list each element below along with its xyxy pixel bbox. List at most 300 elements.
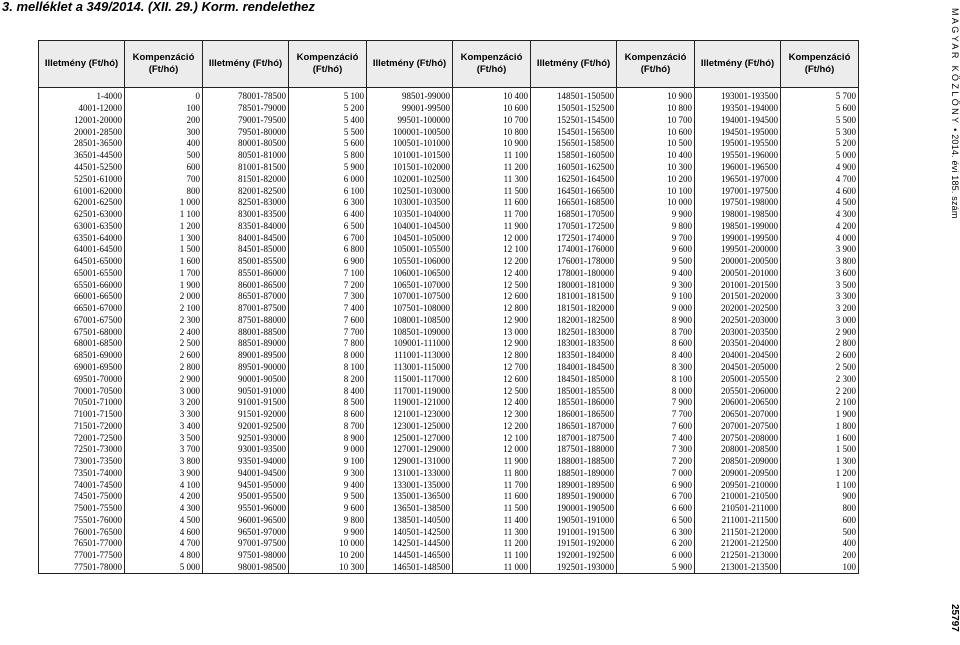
compensation-cell: 12 600: [453, 373, 531, 385]
salary-range-cell: 106501-107000: [367, 279, 453, 291]
salary-range-cell: 108001-108500: [367, 315, 453, 327]
compensation-cell: 3 000: [781, 315, 859, 327]
compensation-cell: 2 900: [781, 326, 859, 338]
compensation-cell: 1 800: [781, 420, 859, 432]
salary-range-cell: 101001-101500: [367, 150, 453, 162]
compensation-cell: 2 300: [781, 373, 859, 385]
salary-range-cell: 64501-65000: [39, 256, 125, 268]
salary-range-cell: 129001-131000: [367, 456, 453, 468]
salary-range-cell: 113001-115000: [367, 362, 453, 374]
compensation-cell: 11 700: [453, 479, 531, 491]
compensation-cell: 5 900: [289, 162, 367, 174]
salary-range-cell: 190001-190500: [531, 503, 617, 515]
compensation-cell: 6 300: [289, 197, 367, 209]
salary-range-cell: 186001-186500: [531, 409, 617, 421]
salary-range-cell: 150501-152500: [531, 103, 617, 115]
salary-range-cell: 65501-66000: [39, 279, 125, 291]
column-header-salary: Illetmény (Ft/hó): [531, 41, 617, 88]
compensation-cell: 7 700: [617, 409, 695, 421]
compensation-cell: 5 600: [289, 138, 367, 150]
compensation-cell: 8 600: [289, 409, 367, 421]
table-row: [39, 197, 859, 209]
salary-range-cell: 202001-202500: [695, 303, 781, 315]
compensation-cell: 0: [125, 88, 203, 103]
compensation-cell: 2 600: [781, 350, 859, 362]
compensation-table: [38, 40, 859, 574]
salary-range-cell: 212501-213000: [695, 550, 781, 562]
compensation-cell: 5 500: [781, 115, 859, 127]
salary-range-cell: 93001-93500: [203, 444, 289, 456]
salary-range-cell: 192001-192500: [531, 550, 617, 562]
salary-range-cell: 181001-181500: [531, 291, 617, 303]
compensation-cell: 9 900: [617, 209, 695, 221]
compensation-cell: 10 800: [617, 103, 695, 115]
compensation-cell: 11 900: [453, 456, 531, 468]
compensation-cell: 11 000: [453, 562, 531, 574]
salary-range-cell: 148501-150500: [531, 88, 617, 103]
compensation-cell: 10 500: [617, 138, 695, 150]
table-row: [39, 373, 859, 385]
compensation-cell: 1 900: [781, 409, 859, 421]
salary-range-cell: 123001-125000: [367, 420, 453, 432]
salary-range-cell: 186501-187000: [531, 420, 617, 432]
compensation-cell: 11 200: [453, 162, 531, 174]
table-header-row: [39, 41, 859, 88]
salary-range-cell: 95001-95500: [203, 491, 289, 503]
compensation-cell: 6 000: [617, 550, 695, 562]
table-row: [39, 338, 859, 350]
salary-range-cell: 199001-199500: [695, 232, 781, 244]
salary-range-cell: 92501-93000: [203, 432, 289, 444]
compensation-cell: 9 600: [617, 244, 695, 256]
compensation-cell: 5 900: [617, 562, 695, 574]
salary-range-cell: 74501-75000: [39, 491, 125, 503]
salary-range-cell: 94001-94500: [203, 468, 289, 480]
compensation-cell: 6 700: [289, 232, 367, 244]
compensation-cell: 100: [781, 562, 859, 574]
compensation-cell: 5 000: [125, 562, 203, 574]
salary-range-cell: 210501-211000: [695, 503, 781, 515]
compensation-cell: 11 300: [453, 526, 531, 538]
compensation-cell: 6 500: [617, 515, 695, 527]
compensation-cell: 11 800: [453, 468, 531, 480]
compensation-cell: 12 000: [453, 232, 531, 244]
salary-range-cell: 178001-180000: [531, 267, 617, 279]
compensation-cell: 3 500: [125, 432, 203, 444]
table-row: [39, 550, 859, 562]
salary-range-cell: 182001-182500: [531, 315, 617, 327]
salary-range-cell: 115001-117000: [367, 373, 453, 385]
salary-range-cell: 64001-64500: [39, 244, 125, 256]
salary-range-cell: 200501-201000: [695, 267, 781, 279]
salary-range-cell: 207001-207500: [695, 420, 781, 432]
table-row: [39, 150, 859, 162]
compensation-cell: 10 900: [617, 88, 695, 103]
column-header-salary: Illetmény (Ft/hó): [367, 41, 453, 88]
salary-range-cell: 89501-90000: [203, 362, 289, 374]
column-header-compensation: Kompenzáció (Ft/hó): [453, 41, 531, 88]
compensation-cell: 10 000: [617, 197, 695, 209]
salary-range-cell: 192501-193000: [531, 562, 617, 574]
salary-range-cell: 152501-154500: [531, 115, 617, 127]
compensation-cell: 10 600: [617, 126, 695, 138]
salary-range-cell: 69001-69500: [39, 362, 125, 374]
compensation-cell: 11 500: [453, 185, 531, 197]
compensation-cell: 2 400: [125, 326, 203, 338]
salary-range-cell: 83501-84000: [203, 220, 289, 232]
table-row: [39, 350, 859, 362]
compensation-cell: 400: [125, 138, 203, 150]
salary-range-cell: 189501-190000: [531, 491, 617, 503]
salary-range-cell: 211001-211500: [695, 515, 781, 527]
salary-range-cell: 12001-20000: [39, 115, 125, 127]
salary-range-cell: 107501-108000: [367, 303, 453, 315]
salary-range-cell: 93501-94000: [203, 456, 289, 468]
compensation-cell: 3 200: [781, 303, 859, 315]
salary-range-cell: 208001-208500: [695, 444, 781, 456]
salary-range-cell: 80501-81000: [203, 150, 289, 162]
salary-range-cell: 78001-78500: [203, 88, 289, 103]
compensation-cell: 4 500: [125, 515, 203, 527]
salary-range-cell: 146501-148500: [367, 562, 453, 574]
salary-range-cell: 181501-182000: [531, 303, 617, 315]
compensation-cell: 12 100: [453, 244, 531, 256]
column-header-compensation: Kompenzáció (Ft/hó): [617, 41, 695, 88]
compensation-cell: 7 200: [289, 279, 367, 291]
compensation-cell: 3 900: [125, 468, 203, 480]
salary-range-cell: 188001-188500: [531, 456, 617, 468]
compensation-cell: 10 900: [453, 138, 531, 150]
salary-range-cell: 158501-160500: [531, 150, 617, 162]
salary-range-cell: 127001-129000: [367, 444, 453, 456]
salary-range-cell: 203001-203500: [695, 326, 781, 338]
issue-label: 2014. évi 185. szám: [950, 134, 960, 219]
compensation-cell: 8 500: [289, 397, 367, 409]
journal-sidebar: [942, 8, 960, 218]
compensation-cell: 4 300: [781, 209, 859, 221]
salary-range-cell: 99001-99500: [367, 103, 453, 115]
compensation-cell: 5 600: [781, 103, 859, 115]
compensation-cell: 12 900: [453, 315, 531, 327]
compensation-cell: 10 600: [453, 103, 531, 115]
salary-range-cell: 70001-70500: [39, 385, 125, 397]
compensation-cell: 700: [125, 173, 203, 185]
compensation-cell: 6 400: [289, 209, 367, 221]
compensation-cell: 1 200: [125, 220, 203, 232]
compensation-cell: 5 400: [289, 115, 367, 127]
salary-range-cell: 44501-52500: [39, 162, 125, 174]
table-row: [39, 126, 859, 138]
compensation-cell: 8 600: [617, 338, 695, 350]
salary-range-cell: 117001-119000: [367, 385, 453, 397]
salary-range-cell: 203501-204000: [695, 338, 781, 350]
compensation-cell: 9 300: [617, 279, 695, 291]
salary-range-cell: 62001-62500: [39, 197, 125, 209]
salary-range-cell: 184001-184500: [531, 362, 617, 374]
compensation-cell: 4 500: [781, 197, 859, 209]
compensation-cell: 12 500: [453, 279, 531, 291]
salary-range-cell: 201001-201500: [695, 279, 781, 291]
salary-range-cell: 62501-63000: [39, 209, 125, 221]
salary-range-cell: 206001-206500: [695, 397, 781, 409]
compensation-cell: 8 700: [289, 420, 367, 432]
page-number: 25797: [949, 604, 960, 632]
compensation-cell: 12 800: [453, 303, 531, 315]
table-row: [39, 526, 859, 538]
compensation-cell: 2 000: [125, 291, 203, 303]
salary-range-cell: 63501-64000: [39, 232, 125, 244]
salary-range-cell: 100001-100500: [367, 126, 453, 138]
compensation-cell: 6 600: [617, 503, 695, 515]
compensation-cell: 5 800: [289, 150, 367, 162]
compensation-cell: 3 700: [125, 444, 203, 456]
salary-range-cell: 197001-197500: [695, 185, 781, 197]
compensation-cell: 12 600: [453, 291, 531, 303]
salary-range-cell: 67501-68000: [39, 326, 125, 338]
column-header-compensation: Kompenzáció (Ft/hó): [781, 41, 859, 88]
compensation-cell: 6 900: [289, 256, 367, 268]
compensation-cell: 2 500: [781, 362, 859, 374]
compensation-cell: 7 400: [617, 432, 695, 444]
salary-range-cell: 188501-189000: [531, 468, 617, 480]
compensation-cell: 2 600: [125, 350, 203, 362]
table-row: [39, 138, 859, 150]
compensation-cell: 6 200: [617, 538, 695, 550]
salary-range-cell: 208501-209000: [695, 456, 781, 468]
compensation-cell: 12 500: [453, 385, 531, 397]
compensation-cell: 8 000: [617, 385, 695, 397]
salary-range-cell: 103001-103500: [367, 197, 453, 209]
salary-range-cell: 73501-74000: [39, 468, 125, 480]
salary-range-cell: 77001-77500: [39, 550, 125, 562]
page-header-title: 3. melléklet a 349/2014. (XII. 29.) Korm. rendelethez: [2, 0, 315, 14]
salary-range-cell: 66001-66500: [39, 291, 125, 303]
salary-range-cell: 102001-102500: [367, 173, 453, 185]
salary-range-cell: 170501-172500: [531, 220, 617, 232]
table-row: [39, 279, 859, 291]
table-row: [39, 162, 859, 174]
salary-range-cell: 166501-168500: [531, 197, 617, 209]
compensation-cell: 7 900: [617, 397, 695, 409]
salary-range-cell: 68501-69000: [39, 350, 125, 362]
table-row: [39, 315, 859, 327]
salary-range-cell: 28501-36500: [39, 138, 125, 150]
salary-range-cell: 121001-123000: [367, 409, 453, 421]
compensation-cell: 4 200: [125, 491, 203, 503]
table-row: [39, 397, 859, 409]
compensation-cell: 8 900: [289, 432, 367, 444]
salary-range-cell: 71501-72000: [39, 420, 125, 432]
salary-range-cell: 79501-80000: [203, 126, 289, 138]
table-row: [39, 491, 859, 503]
salary-range-cell: 183501-184000: [531, 350, 617, 362]
salary-range-cell: 172501-174000: [531, 232, 617, 244]
compensation-cell: 1 700: [125, 267, 203, 279]
salary-range-cell: 201501-202000: [695, 291, 781, 303]
compensation-cell: 4 700: [781, 173, 859, 185]
table-row: [39, 185, 859, 197]
compensation-cell: 2 900: [125, 373, 203, 385]
salary-range-cell: 79001-79500: [203, 115, 289, 127]
compensation-cell: 4 600: [125, 526, 203, 538]
compensation-cell: 10 300: [289, 562, 367, 574]
compensation-cell: 200: [125, 115, 203, 127]
compensation-cell: 13 000: [453, 326, 531, 338]
salary-range-cell: 156501-158500: [531, 138, 617, 150]
compensation-cell: 8 400: [617, 350, 695, 362]
compensation-cell: 7 600: [617, 420, 695, 432]
salary-range-cell: 196501-197000: [695, 173, 781, 185]
salary-range-cell: 81501-82000: [203, 173, 289, 185]
table-row: [39, 291, 859, 303]
compensation-cell: 10 100: [617, 185, 695, 197]
table-row: [39, 432, 859, 444]
salary-range-cell: 180001-181000: [531, 279, 617, 291]
salary-range-cell: 97501-98000: [203, 550, 289, 562]
compensation-cell: 2 100: [781, 397, 859, 409]
salary-range-cell: 88501-89000: [203, 338, 289, 350]
compensation-cell: 4 700: [125, 538, 203, 550]
salary-range-cell: 174001-176000: [531, 244, 617, 256]
table-body: [39, 88, 859, 574]
compensation-cell: 2 100: [125, 303, 203, 315]
salary-range-cell: 84001-84500: [203, 232, 289, 244]
compensation-cell: 10 200: [289, 550, 367, 562]
compensation-cell: 10 400: [617, 150, 695, 162]
salary-range-cell: 108501-109000: [367, 326, 453, 338]
salary-range-cell: 94501-95000: [203, 479, 289, 491]
compensation-cell: 10 700: [617, 115, 695, 127]
salary-range-cell: 160501-162500: [531, 162, 617, 174]
compensation-cell: 10 200: [617, 173, 695, 185]
compensation-cell: 12 200: [453, 256, 531, 268]
salary-range-cell: 195501-196000: [695, 150, 781, 162]
salary-range-cell: 95501-96000: [203, 503, 289, 515]
compensation-cell: 200: [781, 550, 859, 562]
compensation-cell: 1 200: [781, 468, 859, 480]
salary-range-cell: 212001-212500: [695, 538, 781, 550]
compensation-cell: 9 000: [617, 303, 695, 315]
compensation-cell: 3 200: [125, 397, 203, 409]
salary-range-cell: 100501-101000: [367, 138, 453, 150]
compensation-cell: 11 700: [453, 209, 531, 221]
salary-range-cell: 125001-127000: [367, 432, 453, 444]
column-header-salary: Illetmény (Ft/hó): [39, 41, 125, 88]
table-row: [39, 88, 859, 103]
compensation-cell: 2 800: [125, 362, 203, 374]
table-row: [39, 256, 859, 268]
salary-range-cell: 194501-195000: [695, 126, 781, 138]
table-row: [39, 420, 859, 432]
compensation-cell: 7 800: [289, 338, 367, 350]
salary-range-cell: 78501-79000: [203, 103, 289, 115]
salary-range-cell: 190501-191000: [531, 515, 617, 527]
compensation-cell: 500: [125, 150, 203, 162]
salary-range-cell: 119001-121000: [367, 397, 453, 409]
table-row: [39, 244, 859, 256]
compensation-cell: 600: [125, 162, 203, 174]
salary-range-cell: 86001-86500: [203, 279, 289, 291]
compensation-cell: 6 500: [289, 220, 367, 232]
table-row: [39, 362, 859, 374]
column-header-compensation: Kompenzáció (Ft/hó): [289, 41, 367, 88]
compensation-cell: 8 400: [289, 385, 367, 397]
compensation-cell: 2 500: [125, 338, 203, 350]
column-header-compensation: Kompenzáció (Ft/hó): [125, 41, 203, 88]
compensation-cell: 1 300: [781, 456, 859, 468]
salary-range-cell: 138501-140500: [367, 515, 453, 527]
compensation-cell: 5 500: [289, 126, 367, 138]
salary-range-cell: 206501-207000: [695, 409, 781, 421]
salary-range-cell: 67001-67500: [39, 315, 125, 327]
salary-range-cell: 92001-92500: [203, 420, 289, 432]
table-row: [39, 503, 859, 515]
compensation-cell: 3 500: [781, 279, 859, 291]
compensation-cell: 300: [125, 126, 203, 138]
salary-range-cell: 133001-135000: [367, 479, 453, 491]
compensation-cell: 400: [781, 538, 859, 550]
compensation-cell: 1 000: [125, 197, 203, 209]
compensation-cell: 4 900: [781, 162, 859, 174]
salary-range-cell: 90001-90500: [203, 373, 289, 385]
salary-range-cell: 85501-86000: [203, 267, 289, 279]
salary-range-cell: 106001-106500: [367, 267, 453, 279]
compensation-cell: 11 600: [453, 491, 531, 503]
table-row: [39, 326, 859, 338]
salary-range-cell: 191001-191500: [531, 526, 617, 538]
compensation-cell: 3 300: [125, 409, 203, 421]
compensation-cell: 11 600: [453, 197, 531, 209]
compensation-cell: 3 900: [781, 244, 859, 256]
salary-range-cell: 136501-138500: [367, 503, 453, 515]
salary-range-cell: 164501-166500: [531, 185, 617, 197]
salary-range-cell: 75501-76000: [39, 515, 125, 527]
compensation-cell: 9 700: [617, 232, 695, 244]
salary-range-cell: 99501-100000: [367, 115, 453, 127]
salary-range-cell: 191501-192000: [531, 538, 617, 550]
table-row: [39, 209, 859, 221]
salary-range-cell: 96001-96500: [203, 515, 289, 527]
salary-range-cell: 61001-62000: [39, 185, 125, 197]
compensation-cell: 3 800: [125, 456, 203, 468]
salary-range-cell: 205501-206000: [695, 385, 781, 397]
compensation-cell: 6 000: [289, 173, 367, 185]
compensation-cell: 8 700: [617, 326, 695, 338]
compensation-cell: 3 000: [125, 385, 203, 397]
salary-range-cell: 52501-61000: [39, 173, 125, 185]
compensation-cell: 12 800: [453, 350, 531, 362]
salary-range-cell: 109001-111000: [367, 338, 453, 350]
compensation-cell: 900: [781, 491, 859, 503]
compensation-cell: 5 200: [289, 103, 367, 115]
salary-range-cell: 183001-183500: [531, 338, 617, 350]
salary-range-cell: 4001-12000: [39, 103, 125, 115]
salary-range-cell: 65001-65500: [39, 267, 125, 279]
salary-range-cell: 87001-87500: [203, 303, 289, 315]
salary-range-cell: 209001-209500: [695, 468, 781, 480]
compensation-cell: 600: [781, 515, 859, 527]
salary-range-cell: 72001-72500: [39, 432, 125, 444]
table-row: [39, 444, 859, 456]
compensation-cell: 12 900: [453, 338, 531, 350]
salary-range-cell: 81001-81500: [203, 162, 289, 174]
compensation-cell: 7 600: [289, 315, 367, 327]
salary-range-cell: 105001-105500: [367, 244, 453, 256]
compensation-cell: 12 400: [453, 267, 531, 279]
salary-range-cell: 184501-185000: [531, 373, 617, 385]
salary-range-cell: 211501-212000: [695, 526, 781, 538]
salary-range-cell: 198001-198500: [695, 209, 781, 221]
